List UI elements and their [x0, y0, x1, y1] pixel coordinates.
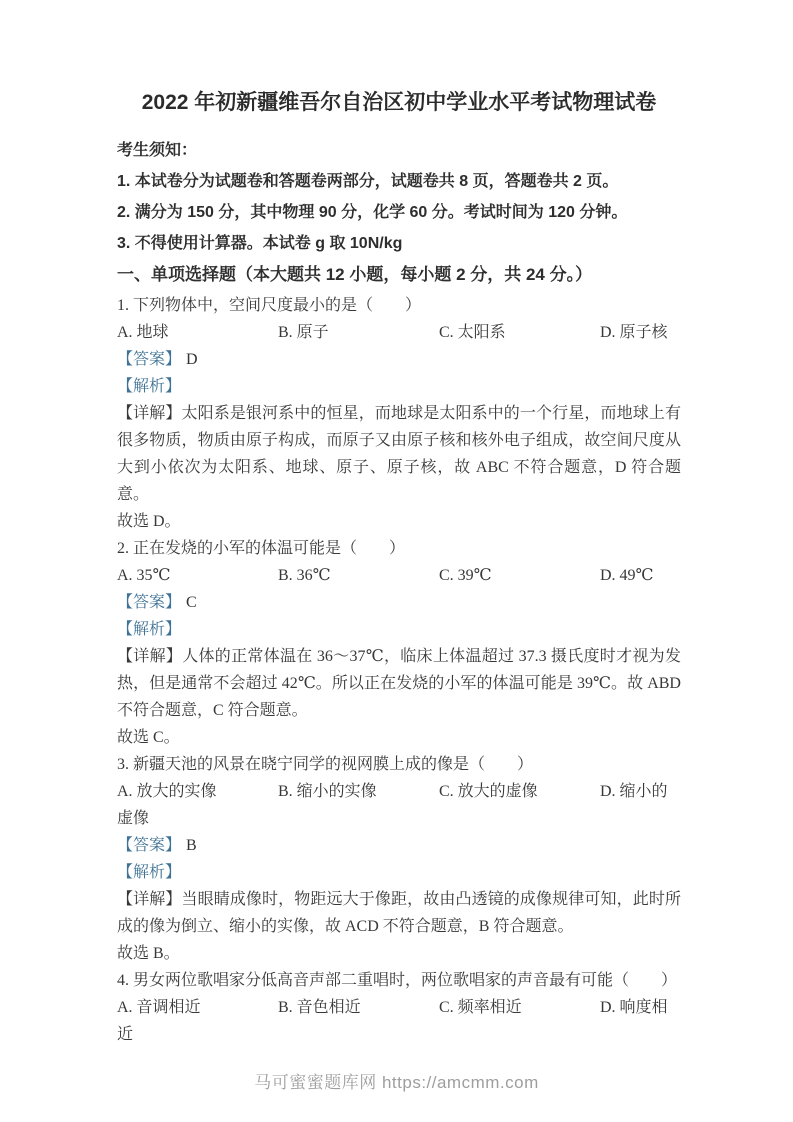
question-3-option-a: A. 放大的实像 — [117, 783, 217, 800]
question-3-analysis-line — [117, 859, 681, 886]
question-1-detail-text: 太阳系是银河系中的恒星，而地球是太阳系中的一个行星，而地球上有很多物质，物质由原子构成，而原子又由原子核和核外电子组成，故空间尺度从大到小依次为太阳系、地球、原子、原子核，故 ABC 不符合题意，D 符合题意。 — [117, 405, 681, 503]
analysis-label: 【解析】 — [117, 864, 182, 881]
question-1-analysis-line — [117, 373, 681, 400]
question-2-detail-text: 人体的正常体温在 36～37℃，临床上体温超过 37.3 摄氏度时才视为发热，但是通常不会超过 42℃。所以正在发烧的小军的体温可能是 39℃。故 ABD 不符合题意，C 符合题意。 — [117, 648, 681, 719]
question-1-conclusion: 故选 D。 — [117, 513, 181, 530]
question-2-answer-value: C — [186, 594, 197, 611]
question-3-detail-text: 当眼睛成像时，物距远大于像距，故由凸透镜的成像规律可知，此时所成的像为倒立、缩小的实像，故 ACD 不符合题意，B 符合题意。 — [117, 891, 681, 935]
question-4-option-d: D. 响度相近 — [117, 999, 668, 1043]
question-3-option-c: C. 放大的虚像 — [439, 783, 538, 800]
question-2-detail — [117, 643, 681, 724]
question-3-conclusion: 故选 B。 — [117, 945, 180, 962]
question-1-option-c: C. 太阳系 — [439, 324, 506, 341]
question-4-stem: 4. 男女两位歌唱家分低高音声部二重唱时，两位歌唱家的声音最有可能（ ） — [117, 972, 678, 989]
question-1-option-a: A. 地球 — [117, 324, 169, 341]
section-heading: 一、单项选择题（本大题共 12 小题，每小题 2 分，共 24 分。） — [117, 265, 593, 284]
notice-heading: 考生须知： — [117, 142, 198, 159]
detail-label: 【详解】 — [117, 405, 182, 422]
answer-label: 【答案】 — [117, 594, 182, 611]
question-2-options — [117, 562, 681, 589]
answer-label: 【答案】 — [117, 351, 182, 368]
notice-item-2: 2. 满分为 150 分，其中物理 90 分，化学 60 分。考试时间为 120 分钟。 — [117, 204, 628, 221]
question-3-detail — [117, 886, 681, 940]
question-3-stem: 3. 新疆天池的风景在晓宁同学的视网膜上成的像是（ ） — [117, 756, 534, 773]
question-3-option-b: B. 缩小的实像 — [278, 783, 377, 800]
watermark-footer: 马可蜜蜜题库网 https://amcmm.com — [254, 1073, 539, 1092]
question-1-option-d: D. 原子核 — [600, 324, 668, 341]
question-1-option-b: B. 原子 — [278, 324, 329, 341]
detail-label: 【详解】 — [117, 891, 182, 908]
question-2-option-c: C. 39℃ — [439, 567, 492, 584]
question-4-option-a: A. 音调相近 — [117, 999, 201, 1016]
question-1-detail — [117, 400, 681, 508]
question-2-stem: 2. 正在发烧的小军的体温可能是（ ） — [117, 540, 406, 557]
question-4-option-b: B. 音色相近 — [278, 999, 361, 1016]
question-2-option-d: D. 49℃ — [600, 567, 654, 584]
question-3-option-d: D. 缩小的虚像 — [117, 783, 668, 827]
question-4-options — [117, 994, 681, 1048]
question-2-answer-line — [117, 589, 681, 616]
question-2-conclusion: 故选 C。 — [117, 729, 180, 746]
question-2-option-b: B. 36℃ — [278, 567, 331, 584]
question-3-options — [117, 778, 681, 832]
question-1-answer-value: D — [186, 351, 198, 368]
answer-label: 【答案】 — [117, 837, 182, 854]
question-3-answer-value: B — [186, 837, 197, 854]
notice-item-1: 1. 本试卷分为试题卷和答题卷两部分，试题卷共 8 页，答题卷共 2 页。 — [117, 173, 619, 190]
question-4-option-c: C. 频率相近 — [439, 999, 522, 1016]
notice-item-3: 3. 不得使用计算器。本试卷 g 取 10N/kg — [117, 235, 403, 252]
question-1-answer-line — [117, 346, 681, 373]
question-3-answer-line — [117, 832, 681, 859]
question-2-option-a: A. 35℃ — [117, 567, 171, 584]
question-1-options — [117, 319, 681, 346]
question-1-stem: 1. 下列物体中，空间尺度最小的是（ ） — [117, 297, 422, 314]
analysis-label: 【解析】 — [117, 621, 182, 638]
analysis-label: 【解析】 — [117, 378, 182, 395]
page-title: 2022 年初新疆维吾尔自治区初中学业水平考试物理试卷 — [141, 91, 657, 114]
question-2-analysis-line — [117, 616, 681, 643]
detail-label: 【详解】 — [117, 648, 183, 665]
